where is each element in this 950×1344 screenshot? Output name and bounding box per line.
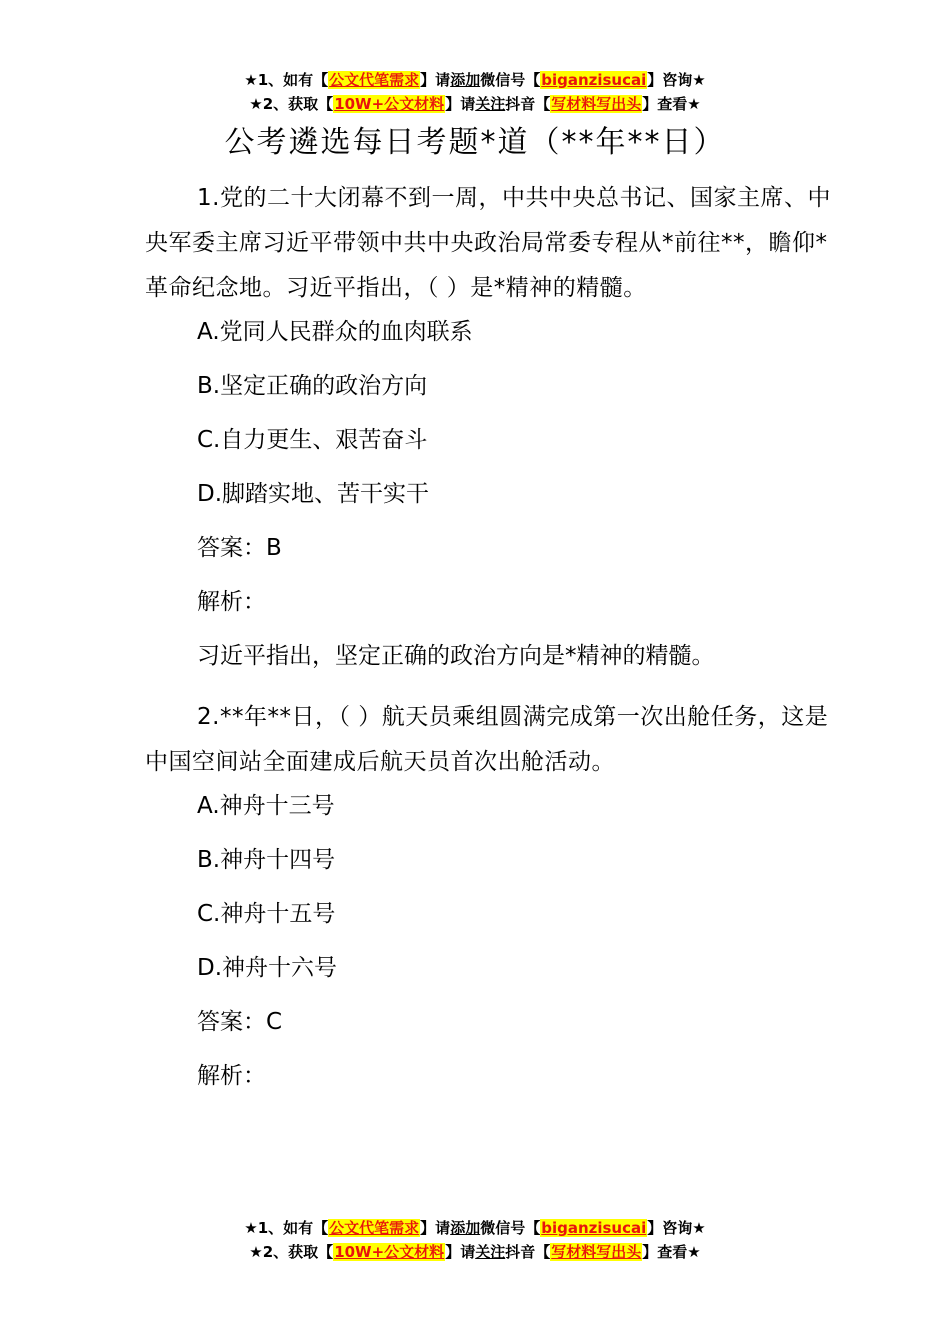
promo-banner-bottom xyxy=(0,1216,950,1264)
option-d: D.神舟十六号 xyxy=(197,955,338,981)
promo-text: 】请 xyxy=(420,71,451,89)
promo-banner-top xyxy=(0,68,950,116)
question-list xyxy=(145,176,835,1115)
promo-text: 抖音【 xyxy=(505,1243,551,1261)
analysis-text: 习近平指出，坚定正确的政治方向是*精神的精髓。 xyxy=(197,643,715,669)
analysis-label: 解析： xyxy=(197,589,266,615)
promo-line-2 xyxy=(0,1240,950,1264)
promo-text: 】请 xyxy=(445,95,476,113)
promo-text: ★2、获取【 xyxy=(249,95,334,113)
question-stem: 1.党的二十大闭幕不到一周，中共中央总书记、国家主席、中央军委主席习近平带领中共中央政治局常委专程从*前往**，瞻仰*革命纪念地。习近平指出，（ ）是*精神的精髓。 xyxy=(145,185,831,301)
promo-emphasis: 添加 xyxy=(450,1219,481,1237)
question-stem: 2.**年**日，（ ）航天员乘组圆满完成第一次出舱任务，这是中国空间站全面建成后航天员首次出舱活动。 xyxy=(145,704,829,775)
promo-highlight: 公文代笔需求 xyxy=(329,71,420,89)
option-d: D.脚踏实地、苦干实干 xyxy=(197,481,430,507)
promo-emphasis: 添加 xyxy=(450,71,481,89)
promo-line-2 xyxy=(0,92,950,116)
promo-highlight: 10W+公文材料 xyxy=(334,95,445,113)
promo-line-1 xyxy=(0,68,950,92)
option-c: C.神舟十五号 xyxy=(197,901,336,927)
promo-highlight: 公文代笔需求 xyxy=(329,1219,420,1237)
answer: 答案：B xyxy=(197,535,282,561)
promo-text: ★1、如有【 xyxy=(244,1219,329,1237)
option-b: B.神舟十四号 xyxy=(197,847,336,873)
promo-text: ★1、如有【 xyxy=(244,71,329,89)
question-2 xyxy=(145,695,835,1091)
douyin-account: 写材料写出头 xyxy=(551,1243,642,1261)
wechat-id: biganzisucai xyxy=(541,71,647,89)
promo-text: ★2、获取【 xyxy=(249,1243,334,1261)
promo-highlight: 10W+公文材料 xyxy=(334,1243,445,1261)
question-1 xyxy=(145,176,835,671)
promo-emphasis: 关注 xyxy=(475,1243,506,1261)
promo-text: 】查看★ xyxy=(642,1243,701,1261)
answer: 答案：C xyxy=(197,1009,283,1035)
option-a: A.党同人民群众的血肉联系 xyxy=(197,319,473,345)
promo-text: 】咨询★ xyxy=(647,1219,706,1237)
promo-text: 】查看★ xyxy=(642,95,701,113)
promo-text: 】请 xyxy=(420,1219,451,1237)
page-title: 公考遴选每日考题*道（**年**日） xyxy=(224,125,726,160)
promo-text: 微信号【 xyxy=(480,71,541,89)
analysis-label: 解析： xyxy=(197,1063,266,1089)
promo-text: 】请 xyxy=(445,1243,476,1261)
promo-text: 微信号【 xyxy=(480,1219,541,1237)
wechat-id: biganzisucai xyxy=(541,1219,647,1237)
promo-line-1 xyxy=(0,1216,950,1240)
promo-emphasis: 关注 xyxy=(475,95,506,113)
douyin-account: 写材料写出头 xyxy=(551,95,642,113)
option-b: B.坚定正确的政治方向 xyxy=(197,373,428,399)
promo-text: 】咨询★ xyxy=(647,71,706,89)
promo-text: 抖音【 xyxy=(505,95,551,113)
option-a: A.神舟十三号 xyxy=(197,793,335,819)
option-c: C.自力更生、艰苦奋斗 xyxy=(197,427,428,453)
